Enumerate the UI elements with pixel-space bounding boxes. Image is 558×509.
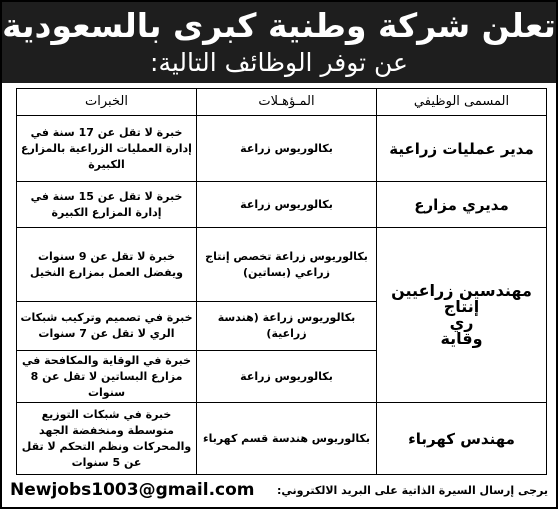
table-row bbox=[17, 116, 547, 182]
job-qualification: بكالوريوس زراعة bbox=[197, 351, 377, 403]
ad-subtitle: عن توفر الوظائف التالية: bbox=[150, 48, 408, 77]
job-title: مدير عمليات زراعية bbox=[377, 116, 547, 182]
column-header-qualifications: المـؤهـلات bbox=[197, 89, 377, 116]
agricultural-engineers-cell bbox=[377, 228, 547, 403]
contact-email[interactable]: Newjobs1003@gmail.com bbox=[10, 480, 255, 500]
job-qualification: بكالوريوس زراعة تخصص إنتاج زراعي (بساتين) bbox=[197, 228, 377, 302]
job-qualification: بكالوريوس هندسة قسم كهرباء bbox=[197, 403, 377, 475]
jobs-table bbox=[16, 88, 547, 475]
job-title: مهندس كهرباء bbox=[377, 403, 547, 475]
job-qualification: بكالوريوس زراعة bbox=[197, 116, 377, 182]
ad-title: تعلن شركة وطنية كبرى بالسعودية bbox=[2, 6, 556, 45]
contact-footer bbox=[10, 476, 548, 504]
job-title: مديري مزارع bbox=[377, 182, 547, 228]
table-row bbox=[17, 182, 547, 228]
job-experience: خبرة في تصميم وتركيب شبكات الري لا تقل عن 7 سنوات bbox=[17, 302, 197, 351]
job-qualification: بكالوريوس زراعة (هندسة زراعية) bbox=[197, 302, 377, 351]
engineers-specialty-irrigation: ري bbox=[449, 313, 474, 332]
job-experience: خبرة لا تقل عن 15 سنة في إدارة المزارع الكبيرة bbox=[17, 182, 197, 228]
job-experience: خبرة لا تقل عن 17 سنة في إدارة العمليات الزراعية بالمزارع الكبيرة bbox=[17, 116, 197, 182]
table-row bbox=[17, 403, 547, 475]
job-experience: خبرة في الوقاية والمكافحة في مزارع البساتين لا تقل عن 8 سنوات bbox=[17, 351, 197, 403]
column-header-title: المسمى الوظيفي bbox=[377, 89, 547, 116]
contact-note: يرجى إرسال السيرة الذاتية على البريد الالكتروني: bbox=[276, 483, 548, 497]
table-header-row bbox=[17, 89, 547, 116]
engineers-specialty-protection: وقاية bbox=[440, 329, 483, 348]
engineers-group-title: مهندسين زراعيين bbox=[391, 281, 532, 300]
header-banner bbox=[2, 2, 556, 83]
column-header-experience: الخبرات bbox=[17, 89, 197, 116]
engineers-specialty-production: إنتاج bbox=[443, 297, 480, 316]
job-experience: خبرة لا تقل عن 9 سنوات ويفضل العمل بمزارع النخيل bbox=[17, 228, 197, 302]
job-qualification: بكالوريوس زراعة bbox=[197, 182, 377, 228]
table-row bbox=[17, 228, 547, 302]
job-experience: خبرة في شبكات التوزيع متوسطة ومنخفضة الجهد والمحركات ونظم التحكم لا تقل عن 5 سنوات bbox=[17, 403, 197, 475]
